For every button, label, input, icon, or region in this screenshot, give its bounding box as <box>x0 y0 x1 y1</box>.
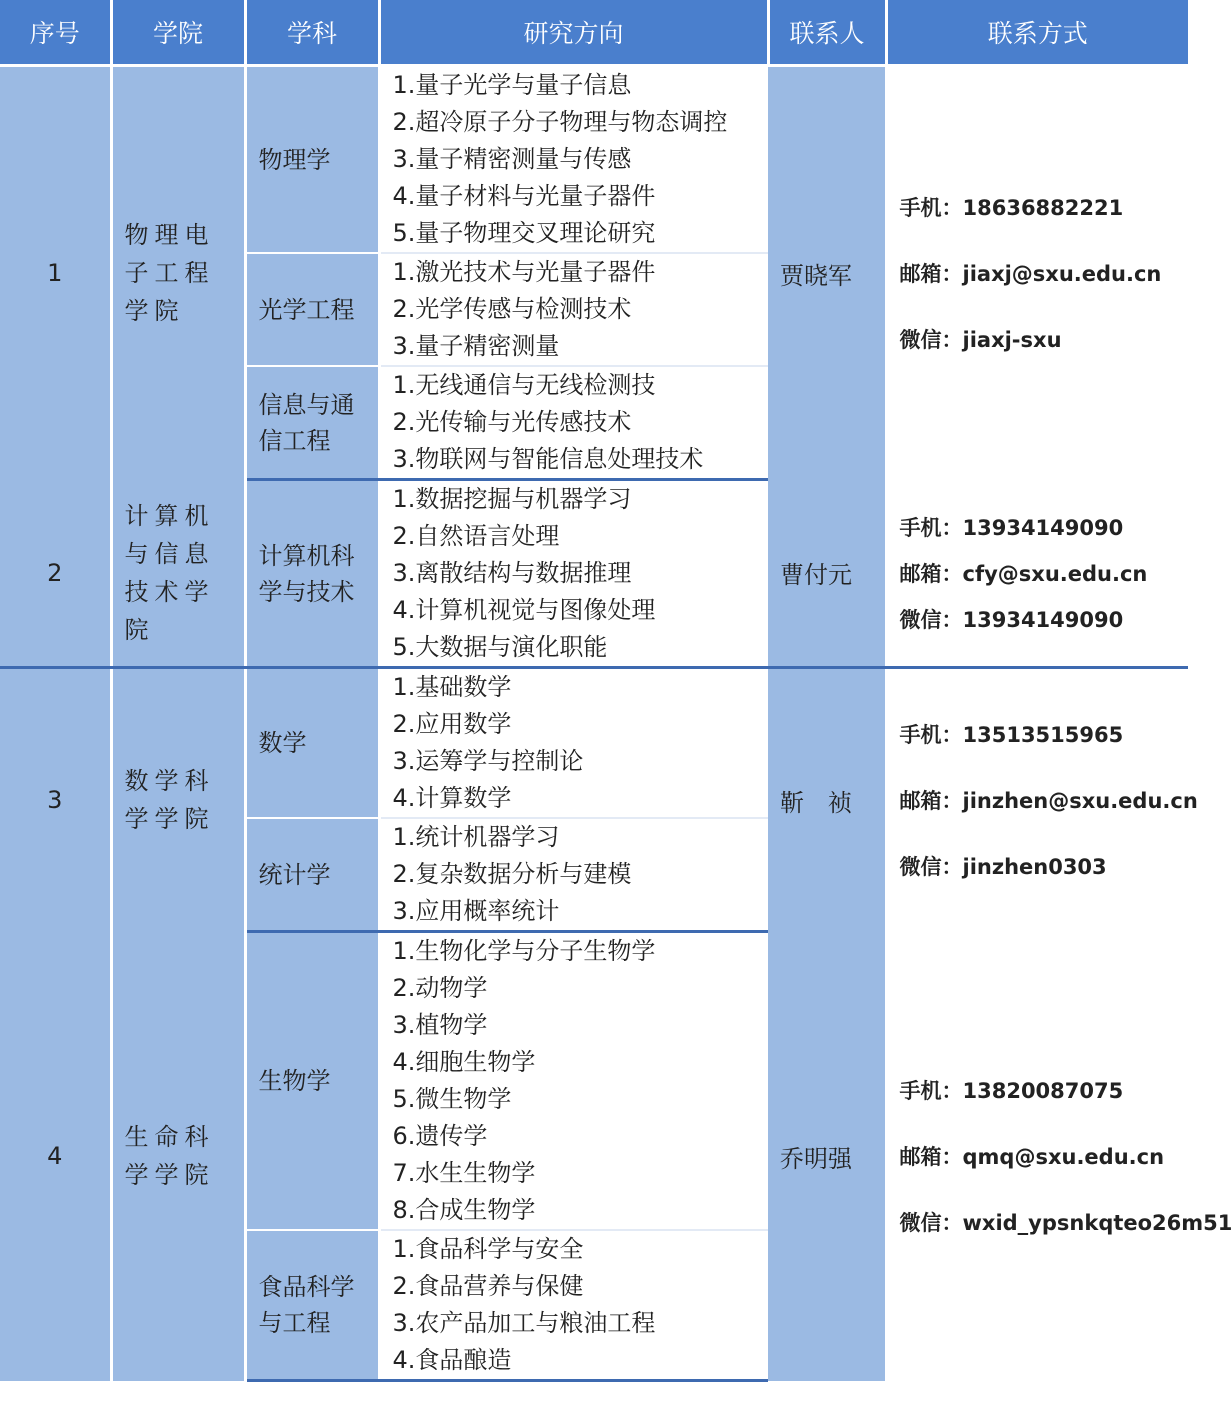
school-cell <box>111 66 245 480</box>
research-direction: 3.量子精密测量 <box>392 332 560 360</box>
research-directions-cell <box>379 668 768 819</box>
research-direction: 4.计算机视觉与图像处理 <box>392 596 656 624</box>
table-row <box>0 932 1188 1231</box>
contact-person: 曹付元 <box>768 480 886 668</box>
research-direction: 8.合成生物学 <box>392 1196 536 1224</box>
header-school: 学院 <box>111 0 245 66</box>
header-contact-person: 联系人 <box>768 0 886 66</box>
contact-wechat: 微信：13934149090 <box>899 607 1124 632</box>
research-direction: 5.大数据与演化职能 <box>392 633 608 661</box>
research-directions-cell <box>379 66 768 254</box>
research-direction: 1.数据挖掘与机器学习 <box>392 485 632 513</box>
subject-name: 统计学 <box>258 860 331 889</box>
row-index: 1 <box>0 66 111 480</box>
research-direction: 1.食品科学与安全 <box>392 1235 584 1263</box>
research-direction: 3.离散结构与数据推理 <box>392 559 632 587</box>
contact-person: 乔明强 <box>768 932 886 1381</box>
research-direction: 4.食品酿造 <box>392 1346 512 1374</box>
research-direction: 2.光传输与光传感技术 <box>392 408 632 436</box>
school-cell <box>111 668 245 932</box>
subject-cell <box>245 932 379 1231</box>
contact-email: 邮箱：jiaxj@sxu.edu.cn <box>899 262 1162 287</box>
contact-wechat: 微信：jiaxj-sxu <box>899 328 1062 353</box>
contact-email: 邮箱：cfy@sxu.edu.cn <box>899 561 1148 586</box>
subject-name: 物理学 <box>258 145 331 174</box>
contact-phone: 手机：18636882221 <box>899 196 1124 221</box>
research-direction: 3.运筹学与控制论 <box>392 747 584 775</box>
subject-cell <box>245 253 379 366</box>
subject-name: 计算机科学与技术 <box>258 541 355 606</box>
table-row <box>0 480 1188 668</box>
research-direction: 5.微生物学 <box>392 1085 512 1113</box>
research-direction: 2.食品营养与保健 <box>392 1272 584 1300</box>
header-index: 序号 <box>0 0 111 66</box>
school-name: 生命科学学院 <box>124 1123 215 1189</box>
subject-cell <box>245 668 379 819</box>
school-name: 物理电子工程学院 <box>124 221 215 326</box>
research-direction: 3.物联网与智能信息处理技术 <box>392 445 704 473</box>
table-row <box>0 668 1188 819</box>
research-direction: 1.生物化学与分子生物学 <box>392 937 656 965</box>
research-direction: 1.无线通信与无线检测技 <box>392 371 656 399</box>
research-directions-cell <box>379 1230 768 1381</box>
research-direction: 2.超冷原子分子物理与物态调控 <box>392 108 728 136</box>
research-direction: 3.量子精密测量与传感 <box>392 145 632 173</box>
research-directions-cell <box>379 818 768 932</box>
school-cell <box>111 480 245 668</box>
research-direction: 7.水生生物学 <box>392 1159 536 1187</box>
contact-email: 邮箱：jinzhen@sxu.edu.cn <box>899 789 1198 814</box>
header-row <box>0 0 1188 66</box>
contact-phone: 手机：13934149090 <box>899 515 1124 540</box>
subject-cell <box>245 366 379 480</box>
contact-wechat: 微信：jinzhen0303 <box>899 855 1107 880</box>
row-index: 4 <box>0 932 111 1381</box>
school-cell <box>111 932 245 1381</box>
contact-phone: 手机：13513515965 <box>899 723 1124 748</box>
header-research-direction: 研究方向 <box>379 0 768 66</box>
contact-methods-cell <box>886 932 1232 1381</box>
subject-name: 食品科学与工程 <box>258 1273 355 1337</box>
research-direction: 1.激光技术与光量子器件 <box>392 258 656 286</box>
subject-cell <box>245 66 379 254</box>
contact-email: 邮箱：qmq@sxu.edu.cn <box>899 1145 1165 1169</box>
research-direction: 2.应用数学 <box>392 710 512 738</box>
subject-cell <box>245 480 379 668</box>
research-directions-cell <box>379 253 768 366</box>
research-direction: 1.基础数学 <box>392 673 512 701</box>
contact-methods-cell <box>886 480 1188 668</box>
contact-person: 靳 祯 <box>768 668 886 932</box>
research-direction: 3.农产品加工与粮油工程 <box>392 1309 656 1337</box>
subject-name: 生物学 <box>258 1067 331 1095</box>
header-subject: 学科 <box>245 0 379 66</box>
research-direction: 1.统计机器学习 <box>392 823 560 851</box>
table-body <box>0 66 1232 1381</box>
research-direction: 2.复杂数据分析与建模 <box>392 860 632 888</box>
research-direction: 5.量子物理交叉理论研究 <box>392 219 656 247</box>
research-directions-cell <box>379 366 768 480</box>
row-index: 2 <box>0 480 111 668</box>
research-direction: 3.应用概率统计 <box>392 897 560 925</box>
research-direction: 1.量子光学与量子信息 <box>392 71 632 99</box>
school-name: 数学科学学院 <box>124 767 215 834</box>
research-direction: 2.自然语言处理 <box>392 522 560 550</box>
research-direction: 6.遗传学 <box>392 1122 488 1150</box>
research-direction: 2.光学传感与检测技术 <box>392 295 632 323</box>
contact-person: 贾晓军 <box>768 66 886 480</box>
header-contact-method: 联系方式 <box>886 0 1188 66</box>
contact-phone: 手机：13820087075 <box>899 1079 1124 1103</box>
research-direction: 2.动物学 <box>392 974 488 1002</box>
subject-name: 光学工程 <box>258 295 355 324</box>
subject-name: 数学 <box>258 729 307 757</box>
contact-methods-cell <box>886 668 1198 932</box>
school-name: 计算机与信息技术学院 <box>124 501 215 644</box>
contact-wechat: 微信：wxid_ypsnkqteo26m51 <box>899 1211 1232 1235</box>
contact-methods-cell <box>886 66 1188 480</box>
table-row <box>0 66 1188 254</box>
research-direction: 3.植物学 <box>392 1011 488 1039</box>
research-directions-cell <box>379 480 768 668</box>
research-direction: 4.计算数学 <box>392 784 512 812</box>
research-directions-cell <box>379 932 768 1231</box>
subject-name: 信息与通信工程 <box>258 390 355 455</box>
subject-cell <box>245 1230 379 1381</box>
subject-cell <box>245 818 379 932</box>
research-direction: 4.细胞生物学 <box>392 1048 536 1076</box>
row-index: 3 <box>0 668 111 932</box>
research-direction: 4.量子材料与光量子器件 <box>392 182 656 210</box>
